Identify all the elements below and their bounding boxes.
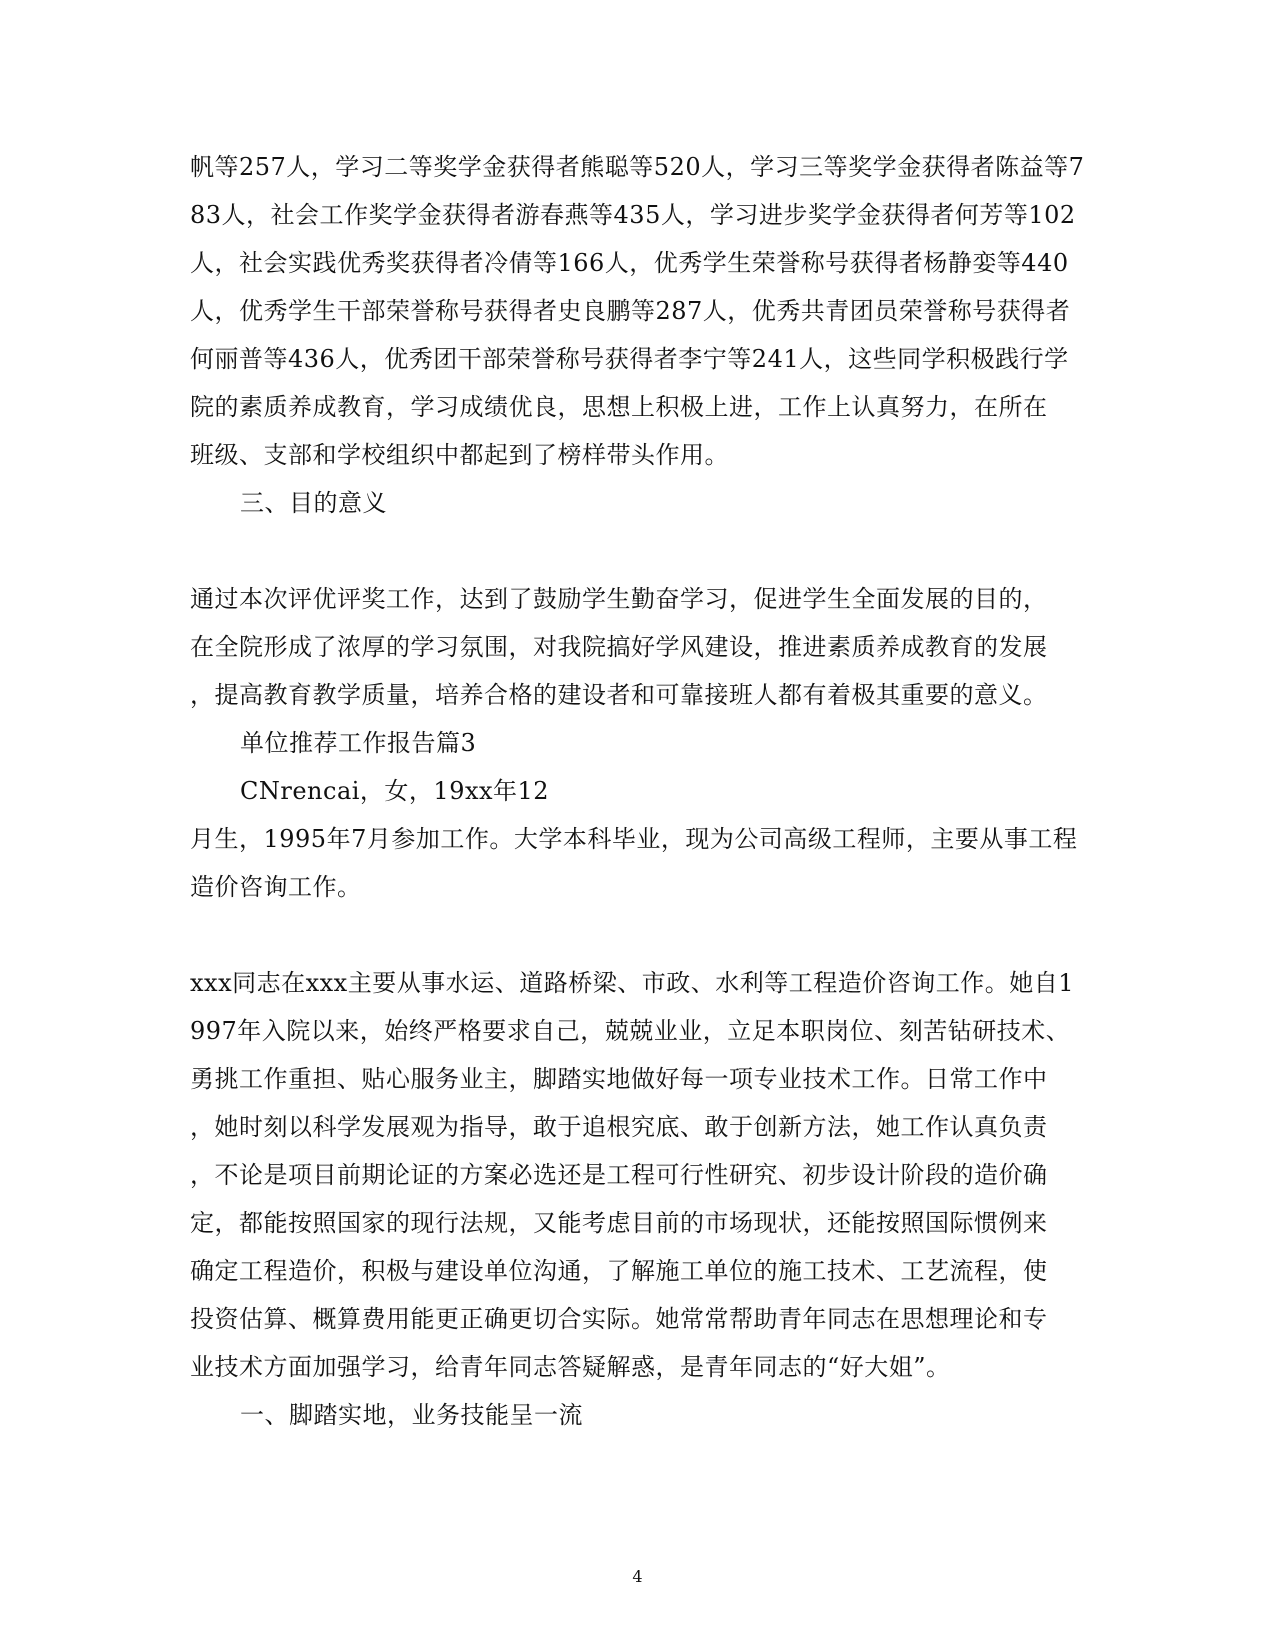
section-heading: 单位推荐工作报告篇3	[240, 729, 477, 757]
text-line: 在全院形成了浓厚的学习氛围，对我院搞好学风建设，推进素质养成教育的发展	[190, 633, 1048, 661]
text-line: 通过本次评优评奖工作，达到了鼓励学生勤奋学习，促进学生全面发展的目的，	[190, 585, 1048, 613]
text-line: 997年入院以来，始终严格要求自己，兢兢业业，立足本职岗位、刻苦钻研技术、	[190, 1017, 1071, 1045]
text-line: 造价咨询工作。	[190, 873, 362, 901]
text-line: 班级、支部和学校组织中都起到了榜样带头作用。	[190, 441, 729, 469]
text-line: ，提高教育教学质量，培养合格的建设者和可靠接班人都有着极其重要的意义。	[190, 681, 1048, 709]
section-heading: 一、脚踏实地，业务技能呈一流	[240, 1401, 583, 1429]
text-line: ，不论是项目前期论证的方案必选还是工程可行性研究、初步设计阶段的造价确	[190, 1161, 1048, 1189]
text-line: 院的素质养成教育，学习成绩优良，思想上积极上进，工作上认真努力，在所在	[190, 393, 1048, 421]
text-line: 投资估算、概算费用能更正确更切合实际。她常常帮助青年同志在思想理论和专	[190, 1305, 1048, 1333]
text-line: 何丽普等436人，优秀团干部荣誉称号获得者李宁等241人，这些同学积极践行学	[190, 345, 1069, 373]
text-line: ，她时刻以科学发展观为指导，敢于追根究底、敢于创新方法，她工作认真负责	[190, 1113, 1048, 1141]
text-line: CNrencai，女，19xx年12	[240, 777, 550, 805]
text-line: 勇挑工作重担、贴心服务业主，脚踏实地做好每一项专业技术工作。日常工作中	[190, 1065, 1048, 1093]
text-line: 83人，社会工作奖学金获得者游春燕等435人，学习进步奖学金获得者何芳等102	[190, 201, 1076, 229]
text-line: 确定工程造价，积极与建设单位沟通，了解施工单位的施工技术、工艺流程，使	[190, 1257, 1048, 1285]
text-line: 帆等257人，学习二等奖学金获得者熊聪等520人，学习三等奖学金获得者陈益等7	[190, 153, 1085, 181]
text-line: xxx同志在xxx主要从事水运、道路桥梁、市政、水利等工程造价咨询工作。她自1	[190, 969, 1074, 997]
section-heading: 三、目的意义	[240, 489, 387, 517]
text-line: 人，社会实践优秀奖获得者冷倩等166人，优秀学生荣誉称号获得者杨静娈等440	[190, 249, 1069, 277]
page-number: 4	[632, 1567, 643, 1586]
text-line: 人，优秀学生干部荣誉称号获得者史良鹏等287人，优秀共青团员荣誉称号获得者	[190, 297, 1071, 325]
text-line: 月生，1995年7月参加工作。大学本科毕业，现为公司高级工程师，主要从事工程	[190, 825, 1078, 853]
text-line: 业技术方面加强学习，给青年同志答疑解惑，是青年同志的“好大姐”。	[190, 1353, 951, 1381]
text-line: 定，都能按照国家的现行法规，又能考虑目前的市场现状，还能按照国际惯例来	[190, 1209, 1048, 1237]
